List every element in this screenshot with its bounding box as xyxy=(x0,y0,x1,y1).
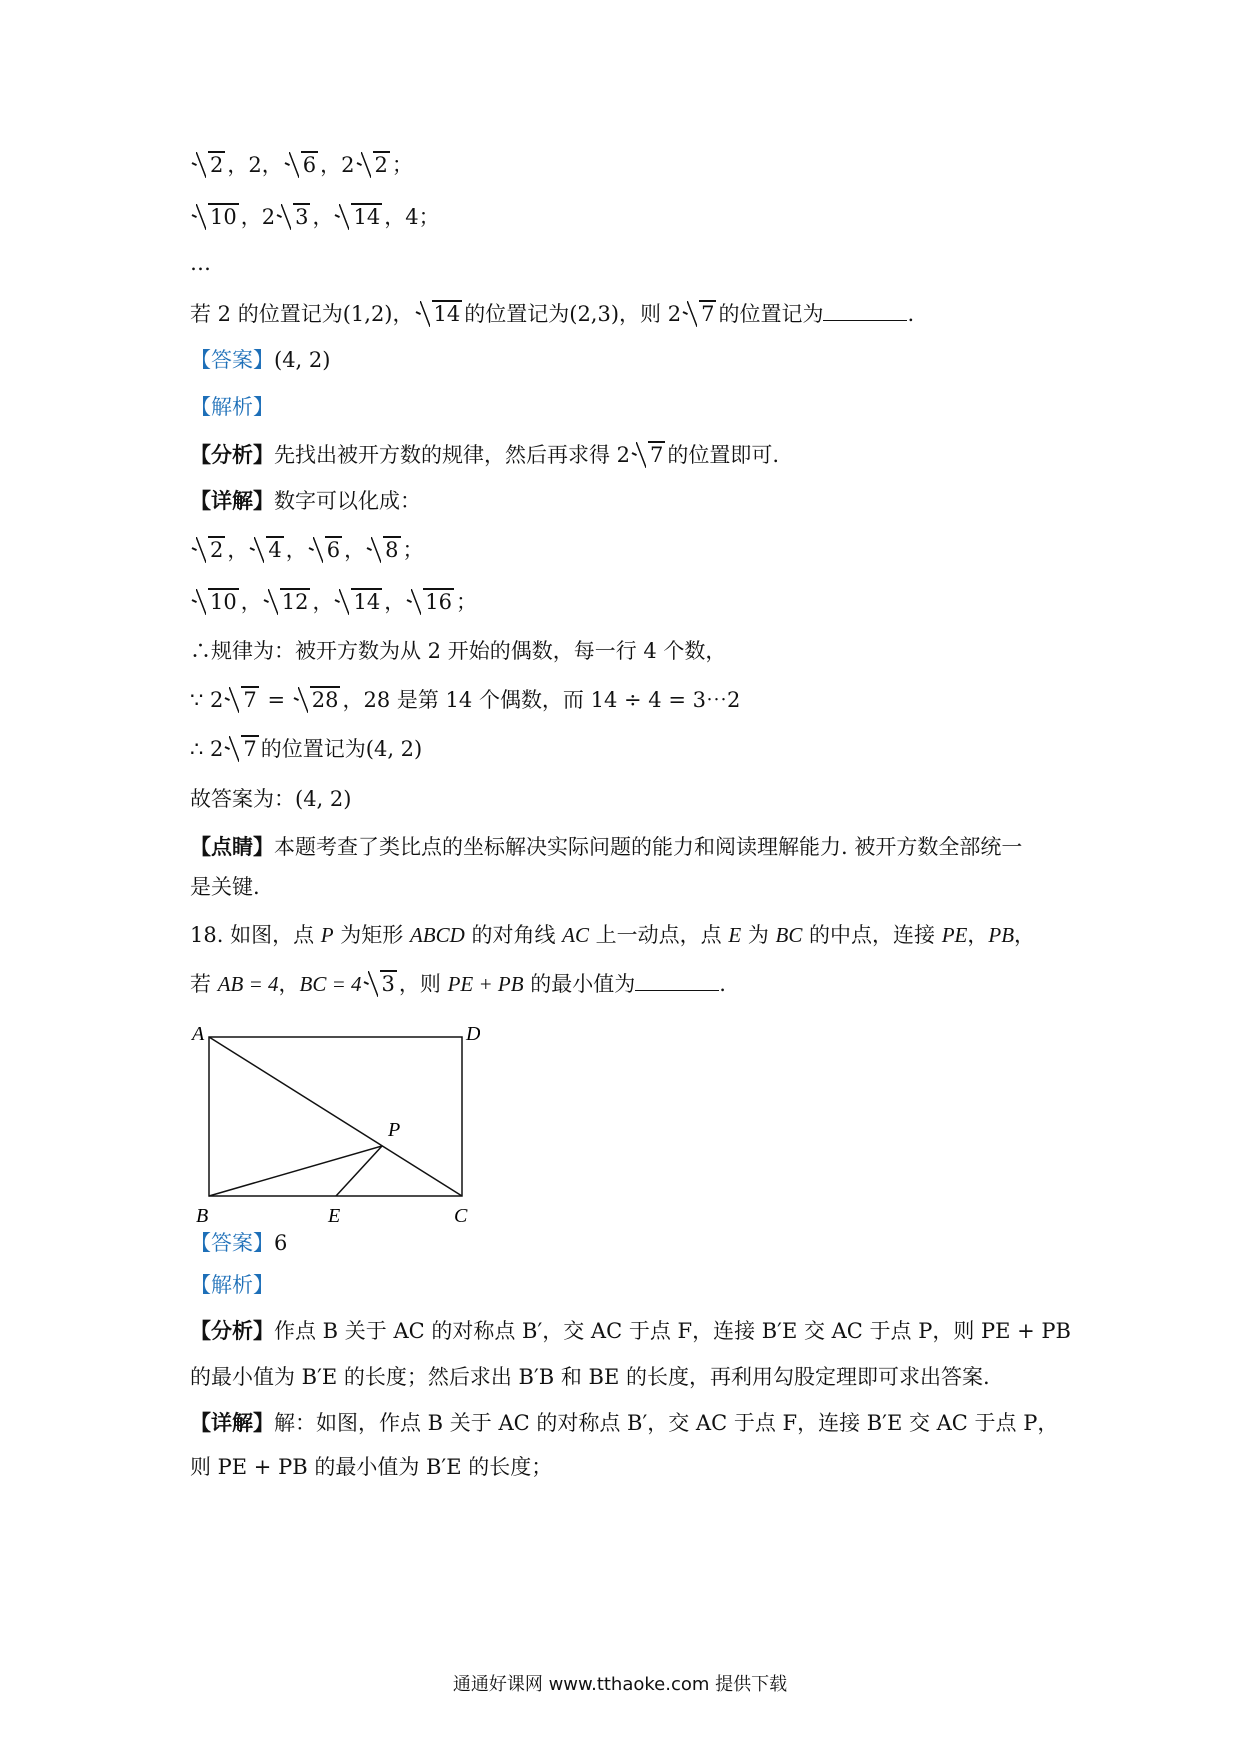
label-b: B xyxy=(196,1205,209,1227)
label-c: C xyxy=(454,1205,468,1227)
ellipsis: … xyxy=(190,251,211,275)
radical: 7 xyxy=(632,440,665,470)
question-17-text: 若 2 的位置记为(1,2)， 14 的位置记为(2,3)，则 2 7 的位置记为 . xyxy=(190,298,914,329)
converted-row-1: 2 ， 4 ， 6 ， 8 ； xyxy=(190,535,424,565)
radical: 10 xyxy=(192,202,239,232)
pattern-statement: ∴规律为：被开方数为从 2 开始的偶数，每一行 4 个数， xyxy=(190,639,727,663)
analysis-heading-17: 【解析】 xyxy=(190,395,274,419)
converted-row-2: 10 ， 12 ， 14 ， 16 ； xyxy=(190,587,477,617)
fenxi-18: 【分析】作点 B 关于 AC 的对称点 B′，交 AC 于点 F，连接 B′E 交 AC 于点 P，则 PE + PB xyxy=(190,1318,1071,1343)
segment-pe xyxy=(336,1146,382,1196)
answer-17: 【答案】(4, 2) xyxy=(190,348,331,372)
radical: 2 xyxy=(192,150,225,180)
label-d: D xyxy=(466,1023,480,1045)
radical: 2 xyxy=(357,150,390,180)
radical: 6 xyxy=(285,150,318,180)
label-e: E xyxy=(328,1205,341,1227)
footer-watermark: 通通好课网 www.tthaoke.com 提供下载 xyxy=(452,1674,788,1695)
segment-pb xyxy=(209,1146,382,1196)
radical: 14 xyxy=(335,202,382,232)
dianjing-17: 【点睛】本题考查了类比点的坐标解决实际问题的能力和阅读理解能力. 被开方数全部统一 xyxy=(190,834,1023,859)
question-18-line-2: 若 AB = 4，BC = 4 3 ，则 PE + PB 的最小值为 . xyxy=(190,968,726,999)
label-a: A xyxy=(192,1023,205,1045)
final-answer-17: 故答案为：(4, 2) xyxy=(190,787,352,811)
therefore-statement: ∴ 2 7 的位置记为(4, 2) xyxy=(190,734,422,764)
xiangjie-18: 【详解】解：如图，作点 B 关于 AC 的对称点 B′，交 AC 于点 F，连接 B′E 交 AC 于点 P， xyxy=(190,1410,1059,1435)
fenxi-17: 【分析】先找出被开方数的规律，然后再求得 2 7 的位置即可. xyxy=(190,440,779,470)
fenxi-18-cont: 的最小值为 B′E 的长度；然后求出 B′B 和 BE 的长度，再利用勾股定理即可求出答案. xyxy=(190,1365,990,1389)
answer-blank xyxy=(635,968,719,991)
answer-blank xyxy=(823,298,907,321)
question-18-line-1: 18. 如图，点 P 为矩形 ABCD 的对角线 AC 上一动点，点 E 为 BC 的中点，连接 PE，PB， xyxy=(190,923,1036,947)
sequence-row-2: 10 ，2 3 ， 14 ，4； xyxy=(190,202,440,232)
sequence-row-1: 2 ，2， 6 ，2 2 ； xyxy=(190,150,413,180)
xiangjie-17: 【详解】数字可以化成： xyxy=(190,488,421,513)
because-statement: ∵ 2 7 = 28 ，28 是第 14 个偶数，而 14 ÷ 4 = 3⋯2 xyxy=(190,685,740,715)
radical: 3 xyxy=(277,202,310,232)
radical: 14 xyxy=(416,299,463,329)
answer-18: 【答案】6 xyxy=(190,1231,288,1255)
radical: 7 xyxy=(683,299,716,329)
dianjing-17-cont: 是关键. xyxy=(190,875,260,899)
xiangjie-18-cont: 则 PE + PB 的最小值为 B′E 的长度； xyxy=(190,1455,553,1479)
label-p: P xyxy=(388,1119,401,1141)
diagonal-ac xyxy=(209,1037,462,1196)
rectangle-figure xyxy=(190,1018,480,1228)
analysis-heading-18: 【解析】 xyxy=(190,1273,274,1297)
